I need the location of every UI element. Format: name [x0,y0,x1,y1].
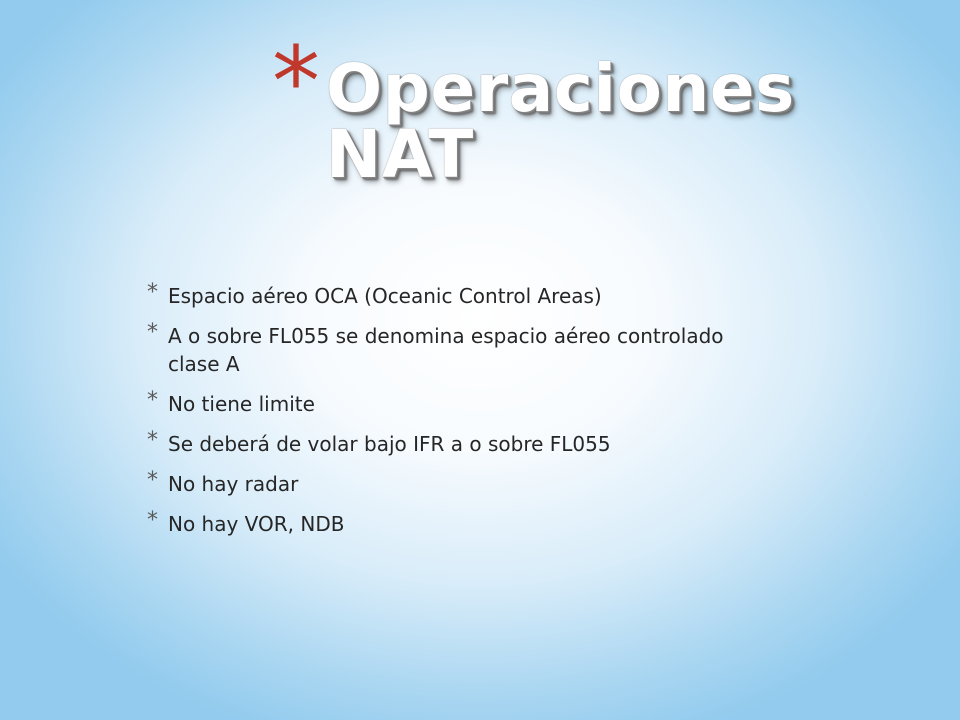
bullet-star-icon: * [147,428,158,453]
bullet-item [145,282,845,310]
bullet-star-icon: * [147,320,158,345]
bullet-list [145,282,845,550]
bullet-item [145,430,845,458]
bullet-item [145,390,845,418]
bullet-item [145,470,845,498]
bullet-text: No hay VOR, NDB [168,512,345,536]
title-area [272,26,960,193]
bullet-text: Espacio aéreo OCA (Oceanic Control Areas) [168,284,602,308]
bullet-text: A o sobre FL055 se denomina espacio aéreo controlado clase A [168,324,724,376]
bullet-item [145,322,845,378]
bullet-text: No tiene limite [168,392,315,416]
title-star-icon: * [272,26,320,138]
bullet-star-icon: * [147,388,158,413]
slide-title: Operaciones NAT [326,50,795,193]
bullet-star-icon: * [147,280,158,305]
bullet-star-icon: * [147,468,158,493]
bullet-item [145,510,845,538]
bullet-star-icon: * [147,508,158,533]
bullet-text: No hay radar [168,472,299,496]
bullet-text: Se deberá de volar bajo IFR a o sobre FL055 [168,432,611,456]
